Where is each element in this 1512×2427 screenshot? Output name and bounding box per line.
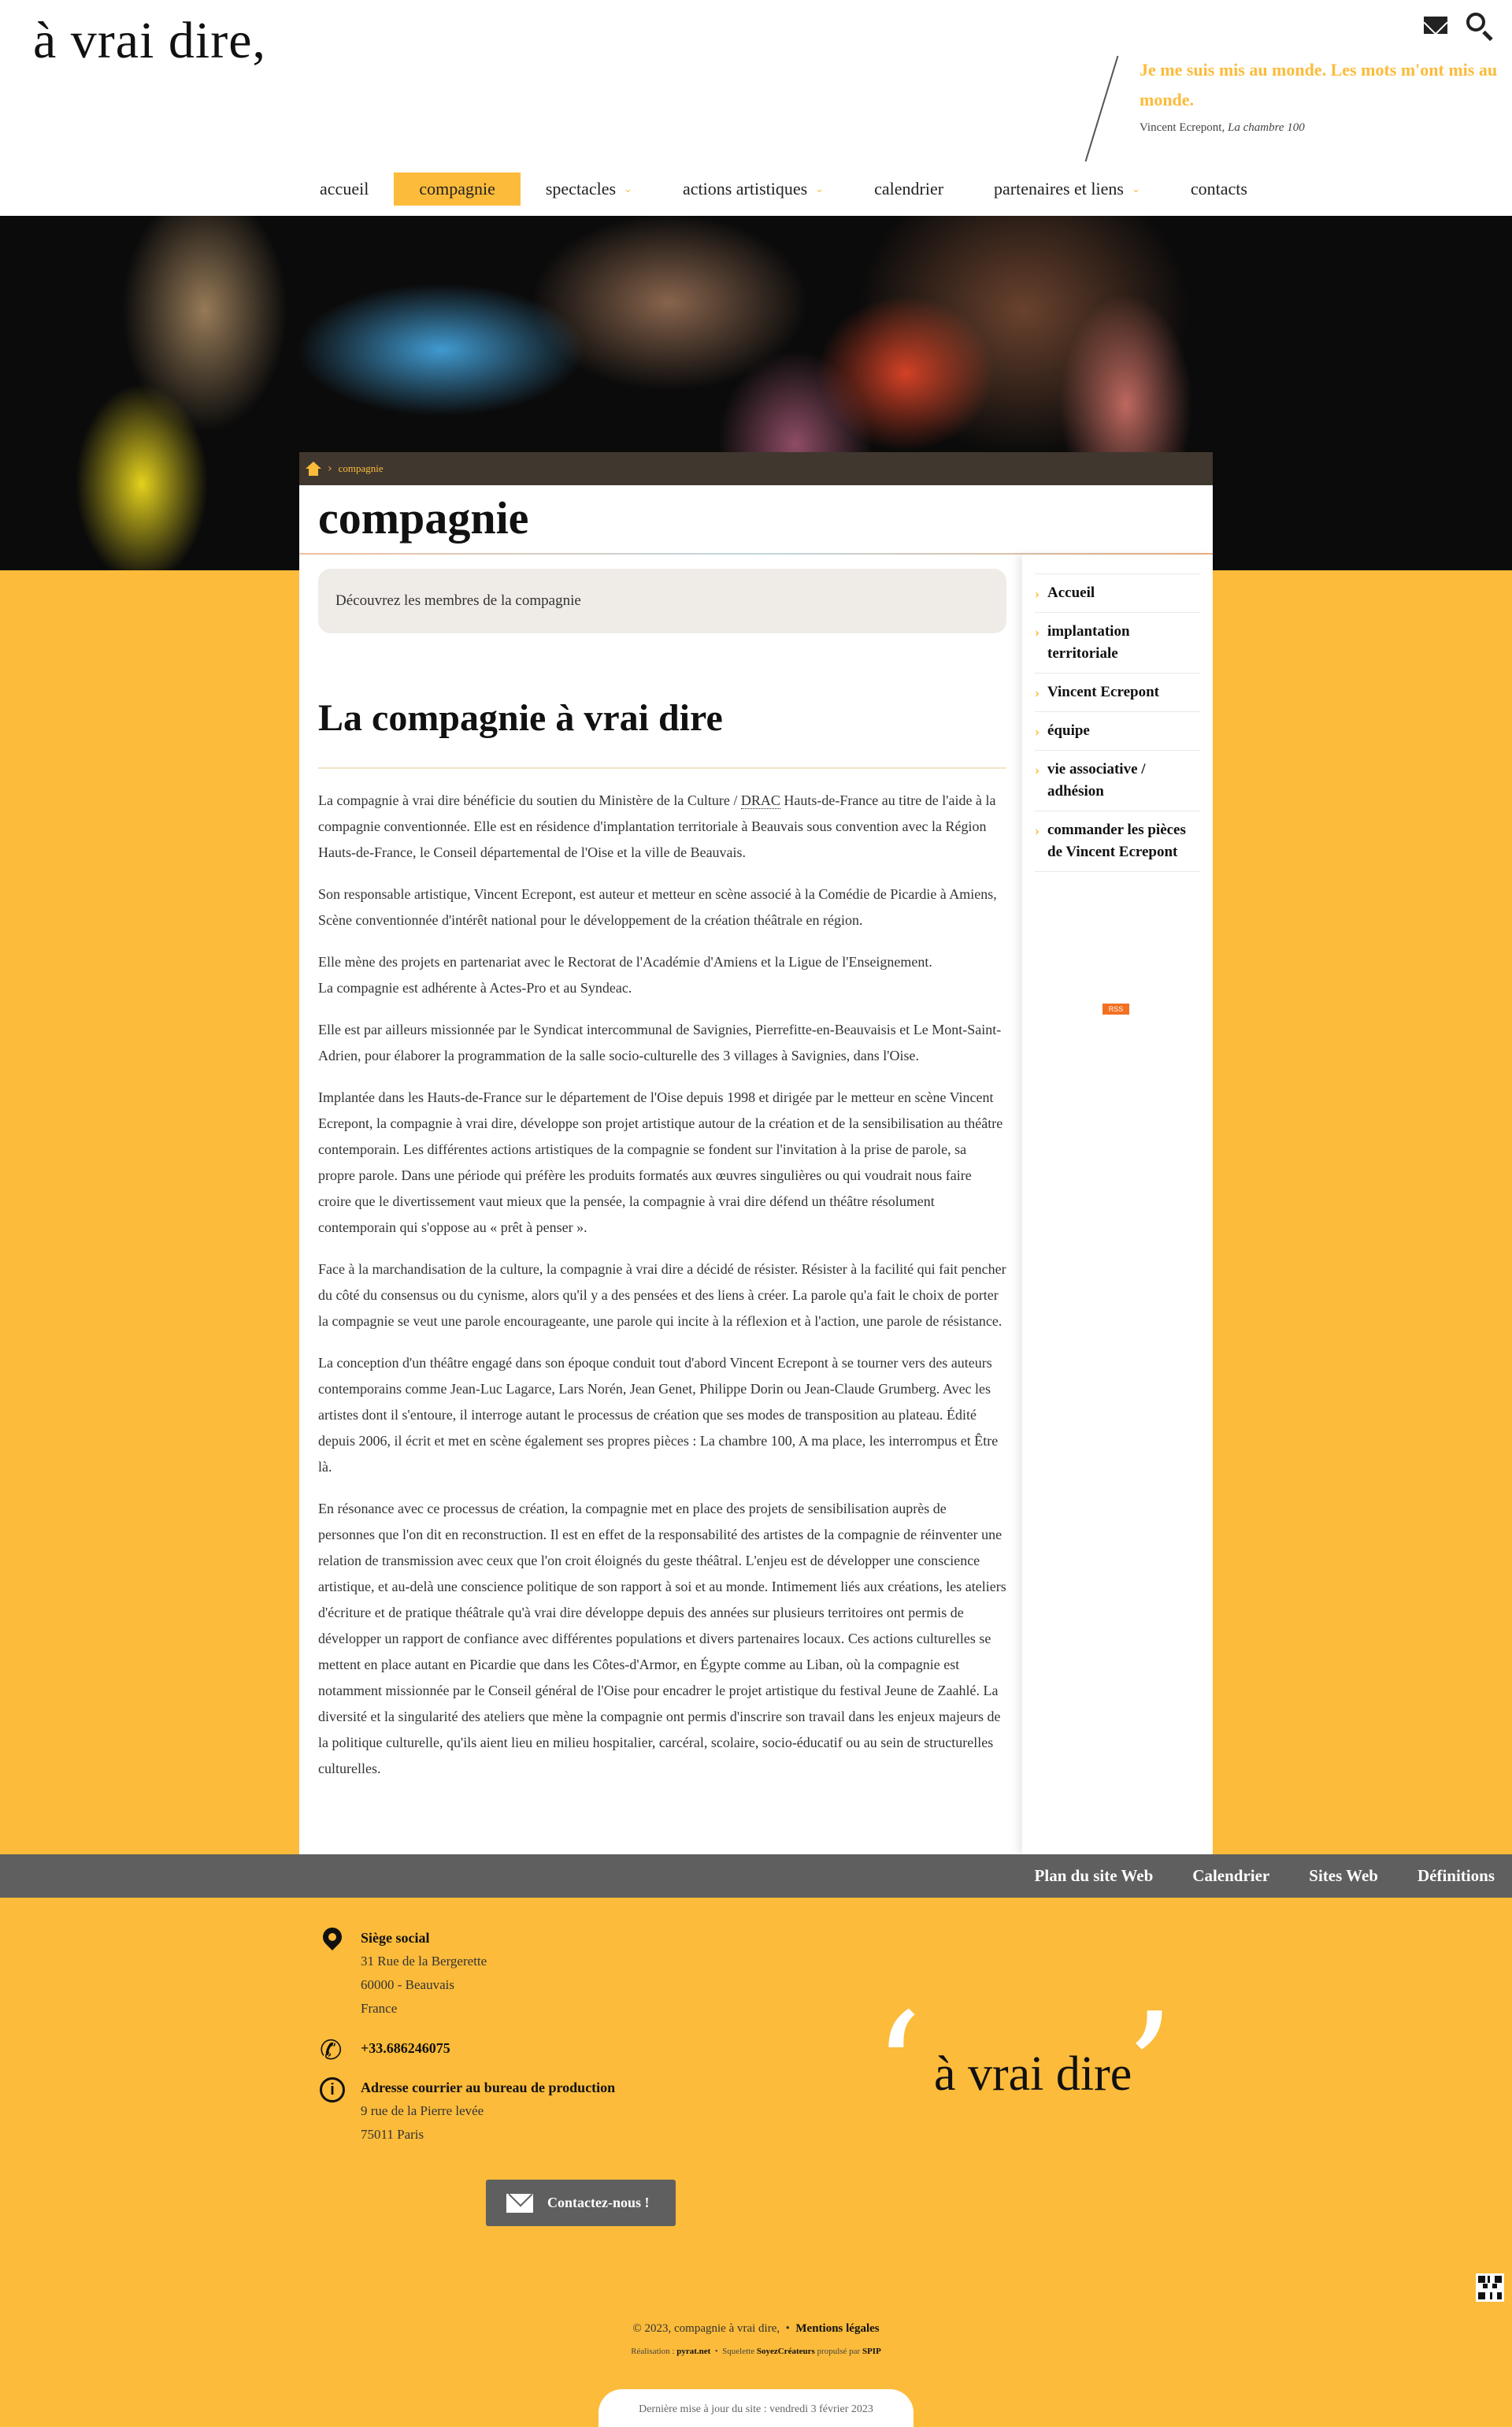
footer-link-plan-du-site[interactable]: Plan du site Web [1034,1866,1154,1885]
paragraph: En résonance avec ce processus de création, la compagnie met en place des projets de sensibilisation auprès de personnes que l'on dit en reconstruction. Il est en effet de la responsabilité des artistes de la compagnie de réinventer une relation de transmission avec ceux que l'on croit éloignés du geste théâtral. L'enjeu est de développer une conscience artistique, et au-delà une conscience politique de son rapport à soi et au monde. Intimement liés aux créations, les ateliers d'écriture et de pratique théâtrale qu'à vrai dire développe depuis des années sur plusieurs territoires ont permis de développer un rapport de confiance avec différentes populations et divers partenaires locaux. Ces actions culturelles se mettent en place autant en Picardie que dans les Côtes-d'Armor, en Égypte comme au Liban, où la compagnie est notamment missionnée par le Conseil général de l'Oise pour encadrer le projet artistique du festival Jeune de Zaahlé. La diversité et la singularité des ateliers que mène la compagnie ont permis d'inscrire son travail dans les enjeux majeurs de la politique culturelle, qu'ils aient lieu en milieu hospitalier, carcéral, scolaire, socio-éducatif ou au sein de structurelles culturelles. [318,1501,1006,1776]
paragraph: Elle est par ailleurs missionnée par le Syndicat intercommunal de Savignies, Pierrefitte-en-Beauvaisis et Le Mont-Saint-Adrien, pour élaborer la programmation de la salle socio-culturelle des 3 villages à Savignies, dans l'Oise. [318,1022,1002,1063]
sidebar-menu [1035,573,1200,872]
nav-item-label: spectacles [545,179,617,199]
footer-logo [873,1980,1188,2163]
nav-item-label: contacts [1190,179,1247,199]
paragraph [318,788,1006,866]
footer-link-definitions[interactable]: Définitions [1417,1866,1495,1885]
nav-item-label: partenaires et liens [994,179,1124,199]
nav-item-calendrier[interactable] [849,173,969,206]
nav-item-actions-artistiques[interactable] [658,173,849,206]
legal-dot: • [785,2322,790,2335]
mail-label: Adresse courrier au bureau de production [361,2080,616,2095]
sidebar-item-vincent-ecrepont[interactable]: › Vincent Ecrepont [1035,673,1200,711]
contact-button[interactable] [486,2180,676,2226]
chevron-down-icon: ⌄ [624,183,632,195]
nav-item-partenaires[interactable] [969,173,1166,206]
phone-number[interactable]: +33.686246075 [361,2040,450,2056]
squelette-label: Squelette [722,2347,755,2356]
quote-divider [1085,56,1119,161]
last-update: Dernière mise à jour du site : vendredi 3 février 2023 [598,2389,914,2427]
quote-author-name: Vincent Ecrepont, [1140,121,1225,134]
nav-item-label: actions artistiques [682,179,808,199]
logo-close-quote: ’ [1125,1980,1175,2163]
nav-item-label: accueil [320,179,369,199]
main-nav [0,167,1512,211]
header-icons [1424,11,1493,39]
home-icon[interactable] [306,462,321,476]
logo-open-quote: ‘ [873,1980,923,2163]
propulse-label: propulsé par [817,2347,861,2356]
footer-link-bar [0,1854,1512,1898]
quote-author [1140,121,1502,135]
mail-address [315,2076,788,2147]
spip-link[interactable]: SPIP [862,2347,881,2356]
paragraph-text: Hauts-de-France au titre de l'aide à la compagnie conventionnée. Elle est en résidence d'implantation territoriale à Beauvais sous convention avec la Région Hauts-de-France, le Conseil départemental de l'Oise et la ville de Beauvais. [318,792,996,860]
sidebar-item-equipe[interactable]: › équipe [1035,711,1200,750]
legal-line [0,2322,1512,2336]
contact-info [315,1926,788,2162]
mail-icon[interactable] [1424,17,1447,34]
realisation-label: Réalisation : [631,2347,675,2356]
location-pin-icon [320,1928,345,1954]
search-icon-ring [1466,13,1485,32]
nav-item-spectacles[interactable] [521,173,658,206]
nav-item-label: compagnie [419,179,495,199]
qr-code-icon[interactable] [1476,2273,1504,2302]
quote-text: Je me suis mis au monde. Les mots m'ont mis au monde. [1140,60,1498,109]
paragraph: Son responsable artistique, Vincent Ecrepont, est auteur et metteur en scène associé à la Comédie de Picardie à Amiens, Scène conventionnée d'intérêt national pour le développement de la création théâtrale en région. [318,886,997,928]
paragraph: La conception d'un théâtre engagé dans son époque conduit tout d'abord Vincent Ecrepont à se tourner vers des auteurs contemporains comme Jean-Luc Lagarce, Lars Norén, Jean Genet, Philippe Dorin ou Jean-Claude Grumberg. Avec les artistes dont il s'entoure, il interroge autant le processus de création que ses modes de transposition au plateau. Édité depuis 2006, il écrit et met en scène également ses propres pièces : La chambre 100, A ma place, les interrompus et Être là. [318,1355,999,1475]
header-quote [1140,55,1502,135]
breadcrumb-separator: › [328,462,332,475]
info-icon: i [320,2077,345,2104]
siege-label: Siège social [361,1930,430,1946]
credits-dot: • [714,2347,718,2356]
breadcrumb-current: compagnie [338,462,384,474]
paragraph-text: La compagnie à vrai dire bénéficie du soutien du Ministère de la Culture / [318,792,741,808]
legal-footer [0,2322,1512,2356]
siege-social [315,1926,788,2021]
section-divider [318,767,1006,769]
sidebar-item-implantation[interactable]: › implantation territoriale [1035,612,1200,673]
content-card [299,452,1213,1854]
search-icon-handle [1482,31,1492,41]
mail-city: 75011 Paris [361,2127,424,2142]
paragraph: Face à la marchandisation de la culture, la compagnie à vrai dire a décidé de résister. Résister à la facilité qui fait pencher du côté du consensus ou du cynisme, alors qu'il y a des pensées et des liens à créer. La parole qu'a fait le choix de porter la compagnie se veut une parole encourageante, une parole qui incite à la réflexion et à l'action, une parole de résistance. [318,1261,1006,1329]
sidebar-item-accueil[interactable]: › Accueil [1035,573,1200,612]
article-body [318,788,1006,1798]
section-title: La compagnie à vrai dire [318,697,723,739]
paragraph-text: La compagnie est adhérente à Actes-Pro et au Syndeac. [318,980,632,996]
sidebar [1022,555,1213,1854]
siege-city: 60000 - Beauvais [361,1977,454,1992]
breadcrumb [299,452,1213,485]
page-title: compagnie [318,492,529,544]
footer-link-sites-web[interactable]: Sites Web [1309,1866,1378,1885]
site-logo[interactable]: à vrai dire, [33,12,267,69]
siege-street: 31 Rue de la Bergerette [361,1954,487,1969]
realisation-link[interactable]: pyrat.net [676,2347,711,2356]
paragraph [318,949,1006,1001]
rss-icon[interactable]: RSS [1102,1004,1129,1015]
paragraph: Implantée dans les Hauts-de-France sur le département de l'Oise depuis 1998 et dirigée par le metteur en scène Vincent Ecrepont, la compagnie à vrai dire, développe son projet artistique autour de la création et de la sensibilisation au théâtre contemporain. Les différentes actions artistiques de la compagnie se fondent sur l'invitation à la prise de parole, sa propre parole. Dans une période qui préfère les produits formatés aux œuvres singulières ou qui voudrait nous faire croire que le divertissement vaut mieux que la pensée, la compagnie à vrai dire défend un théâtre résolument contemporain qui s'oppose au « prêt à penser ». [318,1089,1003,1235]
footer-link-calendrier[interactable]: Calendrier [1192,1866,1270,1885]
contact-button-label: Contactez-nous ! [547,2195,650,2210]
search-icon[interactable] [1465,11,1493,39]
squelette-link[interactable]: SoyezCréateurs [756,2347,815,2356]
sidebar-item-commander[interactable]: › commander les pièces de Vincent Ecrepont [1035,811,1200,872]
home-icon-base [309,468,318,476]
phone-icon: ✆ [320,2036,343,2065]
drac-abbreviation[interactable]: DRAC [740,792,780,808]
intro-box: Découvrez les membres de la compagnie [318,569,1006,633]
mentions-legales-link[interactable]: Mentions légales [795,2322,880,2335]
mail-street: 9 rue de la Pierre levée [361,2103,484,2118]
footer-logo-text: à vrai dire [934,2047,1132,2101]
chevron-down-icon: ⌄ [1131,183,1140,195]
paragraph-text: Elle mène des projets en partenariat avec le Rectorat de l'Académie d'Amiens et la Ligue de l'Enseignement. [318,954,932,970]
envelope-icon [506,2194,533,2213]
sidebar-item-vie-associative[interactable]: › vie associative / adhésion [1035,750,1200,811]
copyright: © 2023, compagnie à vrai dire, [632,2322,780,2335]
siege-country: France [361,2001,398,2016]
quote-work-title: La chambre 100 [1227,121,1305,134]
phone-row [315,2036,788,2065]
nav-item-label: calendrier [874,179,944,199]
credits-line [0,2347,1512,2356]
nav-item-contacts[interactable] [1166,173,1273,206]
site-header [0,0,1512,216]
nav-item-accueil[interactable] [295,173,394,206]
nav-item-compagnie[interactable] [394,173,521,206]
chevron-down-icon: ⌄ [815,183,825,195]
